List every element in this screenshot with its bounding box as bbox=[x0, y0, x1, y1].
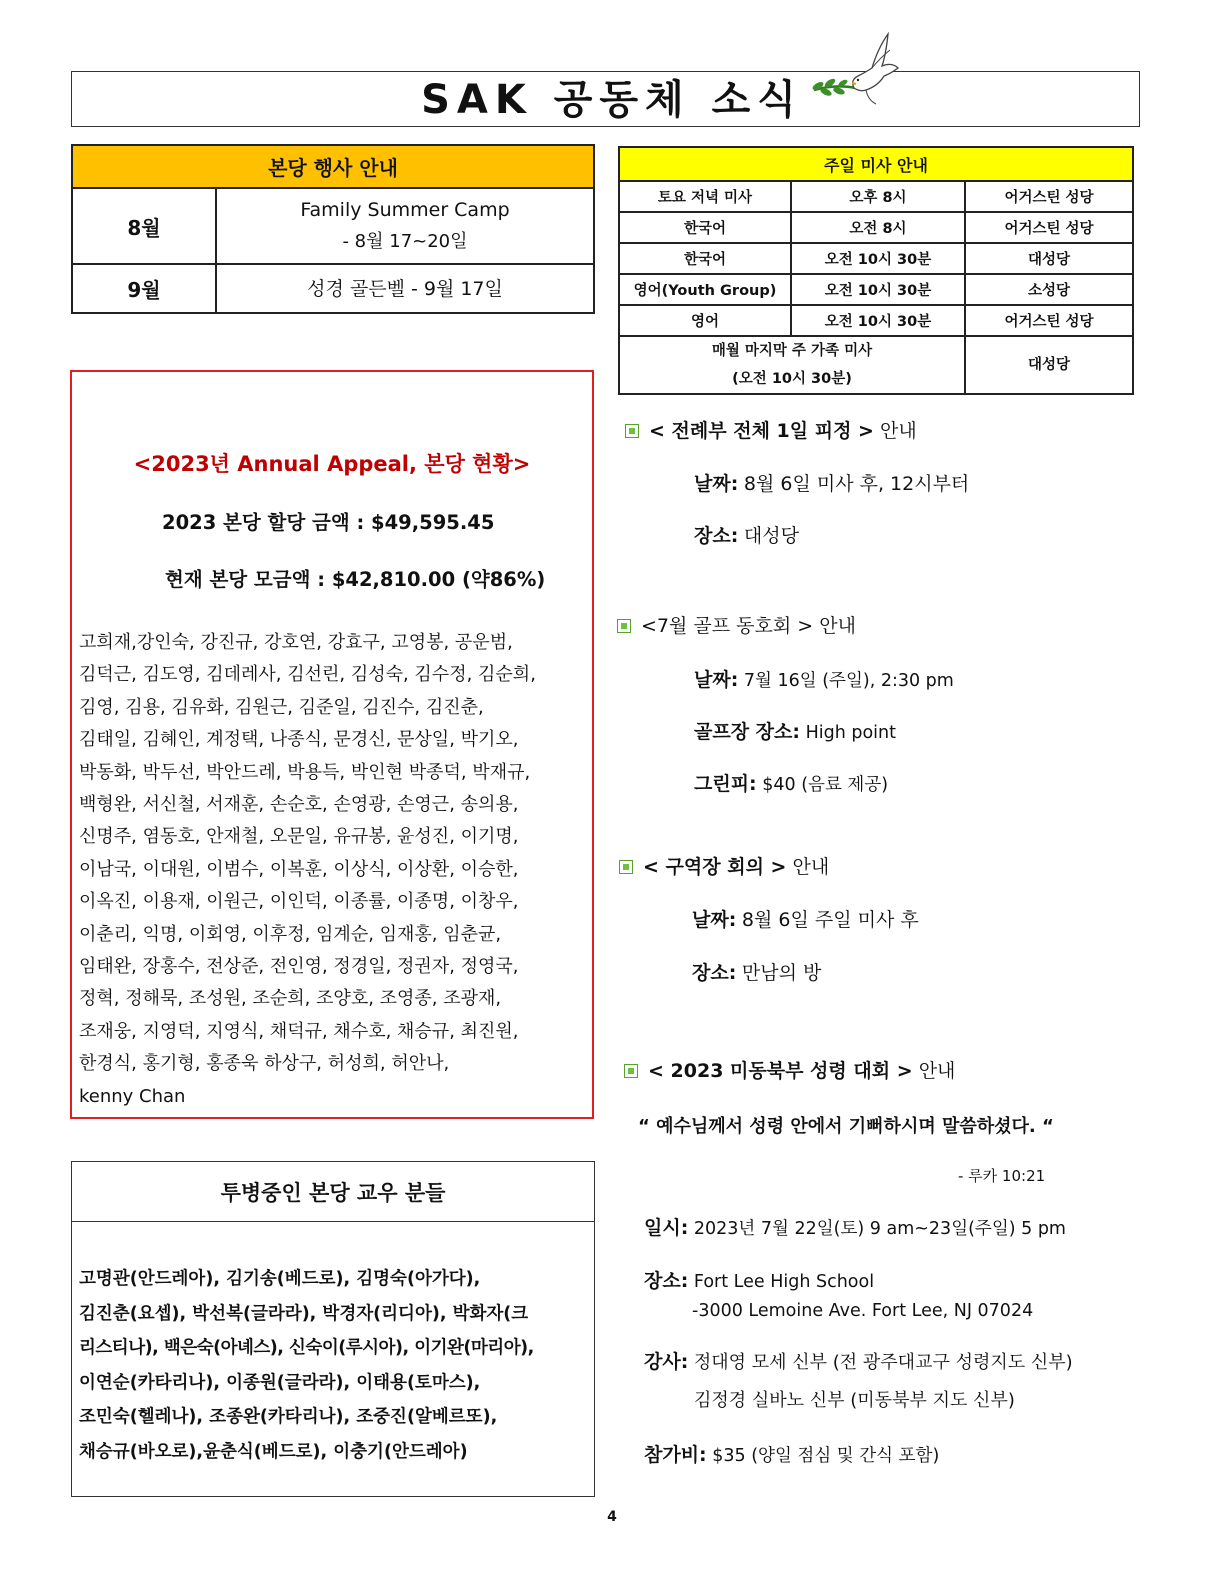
course-label: 골프장 장소: bbox=[694, 721, 800, 743]
notice-when-row bbox=[644, 1213, 1066, 1240]
checkbox-bullet-icon bbox=[625, 424, 639, 438]
mass-header: 주일 미사 안내 bbox=[619, 147, 1133, 181]
place-label: 장소: bbox=[644, 1270, 689, 1292]
place-value: 만남의 방 bbox=[741, 962, 822, 984]
donor-line: 김덕근, 김도영, 김데레사, 김선린, 김성숙, 김수정, 김순희, bbox=[79, 664, 536, 686]
checkbox-bullet-icon bbox=[624, 1064, 638, 1078]
place-value: 대성당 bbox=[743, 525, 799, 547]
quote-source: - 루카 10:21 bbox=[958, 1167, 1046, 1185]
page-title: SAK 공동체 소식 bbox=[421, 77, 803, 123]
mass-place: 어거스틴 성당 bbox=[965, 305, 1133, 336]
notice-fee-row bbox=[694, 769, 888, 796]
appeal-collected-amount: 현재 본당 모금액 : $42,810.00 (약86%) bbox=[165, 568, 546, 591]
event-month: 9월 bbox=[72, 264, 216, 313]
mass-place: 대성당 bbox=[965, 243, 1133, 274]
notice-golf-heading bbox=[617, 611, 856, 638]
donor-line: 이남국, 이대원, 이범수, 이복훈, 이상식, 이상환, 이승한, bbox=[79, 858, 519, 880]
date-label: 날짜: bbox=[694, 473, 739, 495]
date-label: 날짜: bbox=[692, 909, 737, 931]
sick-title: 투병중인 본당 교우 분들 bbox=[220, 1181, 446, 1205]
event-month: 8월 bbox=[72, 188, 216, 264]
mass-type: 토요 저녁 미사 bbox=[619, 181, 791, 212]
notice-liturgy-retreat-heading bbox=[625, 416, 917, 443]
sick-name-list bbox=[79, 1262, 591, 1470]
events-table bbox=[71, 144, 595, 314]
event-title: Family Summer Camp bbox=[300, 199, 510, 221]
speaker-label: 강사: bbox=[644, 1351, 689, 1373]
mass-time: 오후 8시 bbox=[791, 181, 965, 212]
mass-place: 어거스틴 성당 bbox=[965, 181, 1133, 212]
place-value: Fort Lee High School bbox=[693, 1272, 875, 1292]
notice-title: < 2023 미동북부 성령 대회 > bbox=[648, 1060, 913, 1082]
appeal-target-amount: 2023 본당 할당 금액 : $49,595.45 bbox=[162, 511, 495, 534]
place-label: 장소: bbox=[694, 525, 739, 547]
fee-label: 참가비: bbox=[644, 1444, 707, 1466]
notice-title: <7월 골프 동호회 > bbox=[641, 615, 814, 637]
notice-speaker-row bbox=[644, 1347, 1073, 1374]
mass-type: 한국어 bbox=[619, 212, 791, 243]
speaker-second: 김정경 실바노 신부 (미동북부 지도 신부) bbox=[694, 1390, 1015, 1411]
donor-line: 정혁, 정해묵, 조성원, 조순희, 조양호, 조영종, 조광재, bbox=[79, 988, 502, 1010]
date-label: 날짜: bbox=[694, 669, 739, 691]
convention-quote: “ 예수님께서 성령 안에서 기뻐하시며 말씀하셨다. “ bbox=[638, 1116, 1054, 1137]
donor-line: kenny Chan bbox=[79, 1085, 186, 1107]
mass-type: 영어(Youth Group) bbox=[619, 274, 791, 305]
notice-suffix: 안내 bbox=[918, 1060, 956, 1082]
speaker-value: 정대영 모세 신부 (전 광주대교구 성령지도 신부) bbox=[693, 1352, 1073, 1373]
notice-course-row bbox=[694, 717, 896, 744]
date-value: 7월 16일 (주일), 2:30 pm bbox=[743, 671, 954, 691]
notice-suffix: 안내 bbox=[880, 420, 917, 442]
course-value: High point bbox=[805, 723, 896, 743]
donor-line: 임태완, 장홍수, 전상준, 전인영, 정경일, 정권자, 정영국, bbox=[79, 956, 519, 978]
donor-line: 백형완, 서신철, 서재훈, 손순호, 손영광, 손영근, 송의용, bbox=[79, 794, 519, 816]
donor-line: 이춘리, 익명, 이회영, 이후정, 임계순, 임재홍, 임춘균, bbox=[79, 923, 502, 945]
date-value: 8월 6일 주일 미사 후 bbox=[741, 909, 919, 931]
event-date: - 8월 17~20일 bbox=[342, 231, 468, 252]
mass-table bbox=[618, 146, 1134, 395]
convention-address: -3000 Lemoine Ave. Fort Lee, NJ 07024 bbox=[692, 1301, 1034, 1321]
notice-title: < 구역장 회의 > bbox=[643, 856, 787, 878]
event-title: 성경 골든벨 - 9월 17일 bbox=[216, 264, 594, 313]
notice-place-row bbox=[644, 1266, 874, 1293]
notice-date-row bbox=[694, 469, 969, 496]
fee-label: 그린피: bbox=[694, 773, 757, 795]
donor-line: 이옥진, 이용재, 이원근, 이인덕, 이종률, 이종명, 이창우, bbox=[79, 891, 519, 913]
mass-time: 오전 10시 30분 bbox=[791, 243, 965, 274]
sick-box-divider bbox=[71, 1221, 595, 1222]
appeal-title: <2023년 Annual Appeal, 본당 현황> bbox=[133, 452, 531, 476]
donor-line: 김영, 김용, 김유화, 김원근, 김준일, 김진수, 김진춘, bbox=[79, 696, 484, 718]
notice-holy-spirit-convention-heading bbox=[624, 1056, 955, 1083]
donor-line: 고희재,강인숙, 강진규, 강호연, 강효구, 고영봉, 공운범, bbox=[79, 632, 513, 653]
notice-title: < 전례부 전체 1일 피정 > bbox=[649, 420, 874, 442]
family-mass-title: 매월 마지막 주 가족 미사 bbox=[711, 343, 873, 359]
mass-type: 영어 bbox=[619, 305, 791, 336]
sick-name-line: 채승규(바오로),윤춘식(베드로), 이충기(안드레아) bbox=[79, 1441, 468, 1462]
donor-line: 김태일, 김혜인, 계정택, 나종식, 문경신, 문상일, 박기오, bbox=[79, 729, 519, 751]
fee-value: $35 (양일 점심 및 간식 포함) bbox=[712, 1446, 940, 1466]
notice-date-row bbox=[694, 665, 954, 692]
dove-olive-branch-icon bbox=[806, 28, 916, 108]
family-mass-time: (오전 10시 30분) bbox=[732, 371, 852, 387]
donor-line: 박동화, 박두선, 박안드레, 박용득, 박인현 박종덕, 박재규, bbox=[79, 761, 531, 783]
sick-name-line: 이연순(카타리나), 이종원(글라라), 이태용(토마스), bbox=[79, 1372, 481, 1393]
mass-time: 오전 10시 30분 bbox=[791, 305, 965, 336]
checkbox-bullet-icon bbox=[617, 619, 631, 633]
place-label: 장소: bbox=[692, 962, 737, 984]
donor-line: 조재웅, 지영덕, 지영식, 채덕규, 채수호, 채승규, 최진원, bbox=[79, 1020, 519, 1042]
notice-district-meeting-heading bbox=[619, 852, 829, 879]
events-header: 본당 행사 안내 bbox=[72, 145, 594, 188]
notice-place-row bbox=[692, 958, 821, 985]
notice-date-row bbox=[692, 905, 919, 932]
checkbox-bullet-icon bbox=[619, 860, 633, 874]
mass-type: 한국어 bbox=[619, 243, 791, 274]
donor-line: 한경식, 홍기형, 홍종욱 하상구, 허성희, 허안나, bbox=[79, 1053, 450, 1075]
family-mass bbox=[619, 336, 965, 394]
mass-place: 대성당 bbox=[965, 336, 1133, 394]
sick-name-line: 리스티나), 백은숙(아녜스), 신숙이(루시아), 이기완(마리아), bbox=[79, 1338, 534, 1359]
donor-line: 신명주, 염동호, 안재철, 오문일, 유규봉, 윤성진, 이기명, bbox=[79, 826, 519, 848]
when-value: 2023년 7월 22일(토) 9 am~23일(주일) 5 pm bbox=[693, 1219, 1066, 1239]
appeal-donor-list bbox=[79, 627, 589, 1113]
when-label: 일시: bbox=[644, 1217, 689, 1239]
fee-value: $40 (음료 제공) bbox=[762, 775, 889, 795]
event-description bbox=[216, 188, 594, 264]
mass-time: 오전 10시 30분 bbox=[791, 274, 965, 305]
notice-place-row bbox=[694, 521, 799, 548]
date-value: 8월 6일 미사 후, 12시부터 bbox=[743, 473, 970, 495]
notice-suffix: 안내 bbox=[819, 615, 856, 637]
sick-name-line: 조민숙(헬레나), 조종완(카타리나), 조중진(알베르또), bbox=[79, 1407, 498, 1428]
mass-place: 어거스틴 성당 bbox=[965, 212, 1133, 243]
notice-fee-row bbox=[644, 1440, 939, 1467]
sick-name-line: 고명관(안드레아), 김기송(베드로), 김명숙(아가다), bbox=[79, 1269, 481, 1289]
notice-suffix: 안내 bbox=[792, 856, 830, 878]
sick-name-line: 김진춘(요셉), 박선복(글라라), 박경자(리디아), 박화자(크 bbox=[79, 1303, 529, 1324]
page-number: 4 bbox=[607, 1509, 617, 1525]
mass-place: 소성당 bbox=[965, 274, 1133, 305]
mass-time: 오전 8시 bbox=[791, 212, 965, 243]
